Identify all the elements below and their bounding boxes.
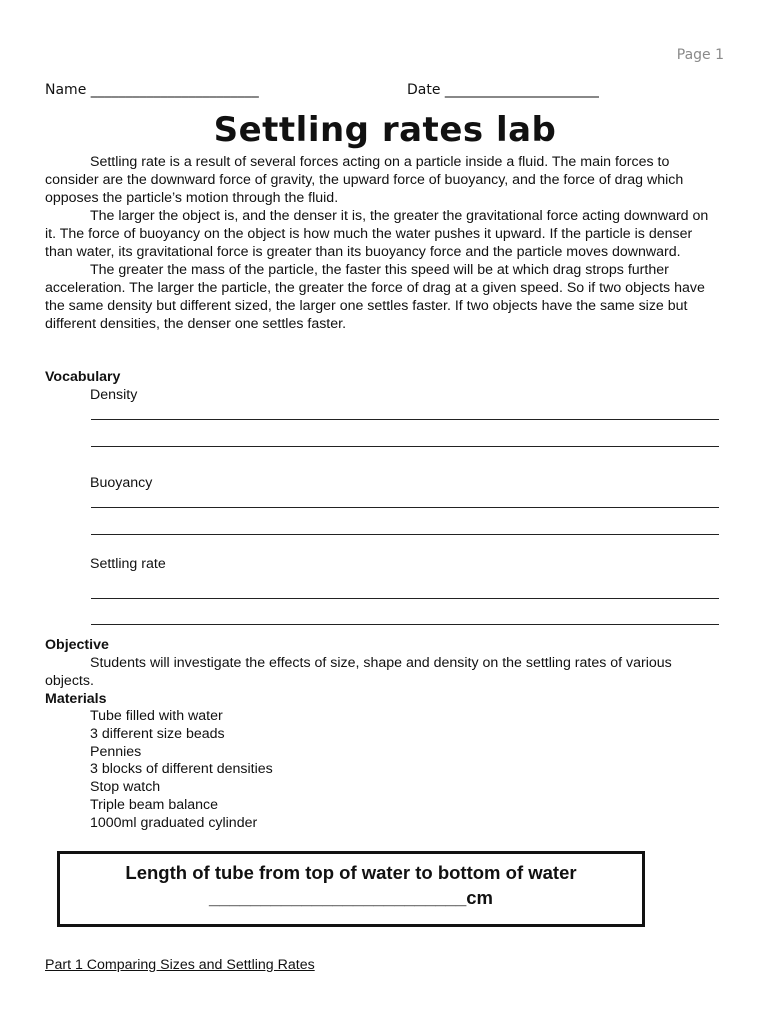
list-item: Stop watch — [90, 779, 161, 796]
intro-text — [45, 153, 721, 333]
materials-list — [45, 708, 721, 833]
part-1-heading: Part 1 Comparing Sizes and Settling Rates — [45, 957, 315, 973]
list-item: 3 blocks of different densities — [90, 761, 273, 778]
intro-paragraph-2: The larger the object is, and the denser it is, the greater the gravitational force acting downward on it. The force of buoyancy on the object is how much the water pushes it upward. If the particle is denser than water, its gravitational force is greater than its buoyancy force and the particle moves downward. — [45, 208, 709, 260]
page-title: Settling rates lab — [213, 110, 557, 150]
answer-line — [91, 446, 719, 447]
tube-length-blank: _________________________cm — [209, 887, 493, 908]
page-number: Page 1 — [676, 47, 724, 63]
objective-text: Students will investigate the effects of size, shape and density on the settling rates of various objects. — [45, 655, 672, 689]
tube-length-label: Length of tube from top of water to bottom of water — [125, 862, 577, 883]
answer-line — [91, 507, 719, 508]
list-item: 1000ml graduated cylinder — [90, 814, 258, 831]
answer-line — [91, 419, 719, 420]
intro-paragraph-3: The greater the mass of the particle, the faster this speed will be at which drag strops further acceleration. The larger the particle, the greater the force of drag at a given speed. So if two objects have the same density but different sized, the larger one settles faster. If two objects have the same size but different densities, the denser one settles faster. — [45, 262, 705, 332]
list-item: Pennies — [90, 743, 142, 760]
answer-line — [91, 534, 719, 535]
intro-paragraph-1: Settling rate is a result of several forces acting on a particle inside a fluid. The main forces to consider are the downward force of gravity, the upward force of buoyancy, and the force of drag which opposes the particle’s motion through the fluid. — [45, 154, 684, 206]
list-item: Triple beam balance — [90, 796, 219, 813]
objective-heading: Objective — [45, 637, 109, 653]
list-item: 3 different size beads — [90, 725, 225, 742]
answer-line — [91, 598, 719, 599]
tube-length-box — [57, 851, 645, 927]
date-field: Date ______________________ — [407, 82, 599, 98]
answer-line — [91, 624, 719, 625]
materials-heading: Materials — [45, 691, 107, 707]
name-field: Name ________________________ — [45, 82, 259, 98]
vocab-term-settling-rate: Settling rate — [90, 556, 166, 572]
vocab-term-density: Density — [90, 387, 138, 403]
vocab-term-buoyancy: Buoyancy — [90, 475, 153, 491]
list-item: Tube filled with water — [90, 708, 223, 724]
objective-materials-section — [45, 636, 721, 833]
vocabulary-heading: Vocabulary — [45, 369, 121, 385]
vocabulary-section — [45, 368, 721, 404]
